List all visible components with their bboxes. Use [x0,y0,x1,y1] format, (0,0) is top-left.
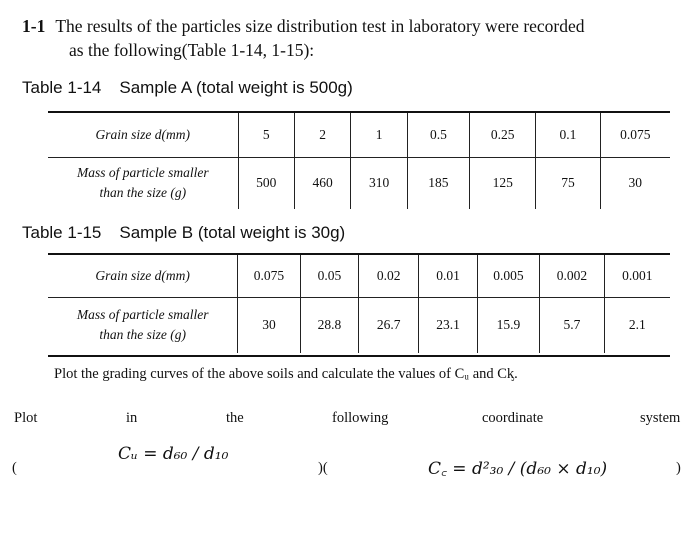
table-b-size-row [48,255,670,297]
table-a-size-row [48,113,670,157]
cu-formula: Cᵤ = d₆₀ / d₁₀ [118,444,229,464]
table-b [48,255,670,353]
table-b-mass-label [48,297,238,353]
table-a-tag: Table 1-14 [22,78,102,97]
paren-close: ) [676,460,681,476]
table-b-size-cell: 0.05 [300,255,358,297]
cc-formula: C꜀ = d²₃₀ / (d₆₀ × d₁₀) [428,459,608,479]
table-b-mass-cell: 26.7 [359,297,419,353]
table-b-mass-label-2: than the size (g) [99,327,186,343]
table-a-mass-cell: 75 [536,157,600,209]
problem-line-2: as the following(Table 1-14, 1-15): [69,40,315,60]
table-a-size-cell: 0.1 [536,113,600,157]
table-a-mass-row [48,157,670,209]
table-b-caption [22,223,345,243]
table-b-mass-cell: 28.8 [300,297,358,353]
word-coordinate: coordinate [482,410,544,426]
paren-open: ( [12,460,17,476]
table-b-title: Sample B (total weight is 30g) [119,223,346,242]
table-b-mass-cell: 5.7 [540,297,604,353]
table-b-tag: Table 1-15 [22,223,102,242]
table-a-mass-label [48,157,238,209]
table-b-mass-cell: 30 [238,297,300,353]
table-a-size-cell: 0.25 [470,113,536,157]
table-b-size-label: Grain size d(mm) [48,255,238,297]
table-a-mass-label-1: Mass of particle smaller [76,165,209,181]
table-a-mass-label-2: than the size (g) [99,185,187,201]
table-b-size-cell: 0.01 [419,255,477,297]
table-b-size-cell: 0.02 [359,255,419,297]
table-b-mass-row [48,297,670,353]
table-a-size-cell: 0.5 [407,113,469,157]
table-a-mass-cell: 185 [407,157,469,209]
table-a-size-label: Grain size d(mm) [48,113,238,157]
table-b-mass-label-1: Mass of particle smaller [76,307,209,323]
table-b-bottom-rule [48,355,670,357]
table-a-title: Sample A (total weight is 500g) [119,78,353,97]
table-b-size-cell: 0.005 [477,255,539,297]
problem-statement [22,14,687,62]
word-system: system [640,410,681,426]
table-a-mass-cell: 30 [600,157,670,209]
table-a-size-cell: 0.075 [600,113,670,157]
word-the: the [226,410,244,426]
problem-line-1: The results of the particles size distribution test in laboratory were recorded [55,16,585,36]
table-a-mass-cell: 310 [351,157,407,209]
table-a-mass-cell: 125 [470,157,536,209]
table-a-mass-cell: 500 [238,157,294,209]
table-a-size-cell: 2 [294,113,350,157]
table-a-caption [22,78,353,98]
table-b-size-cell: 0.002 [540,255,604,297]
table-b-size-cell: 0.001 [604,255,670,297]
table-b-mass-cell: 23.1 [419,297,477,353]
paren-mid: )( [318,460,328,476]
word-plot: Plot [14,410,38,426]
problem-number: 1-1 [22,16,46,36]
word-following: following [332,410,389,426]
table-a [48,113,670,209]
table-b-mass-cell: 15.9 [477,297,539,353]
table-b-mass-cell: 2.1 [604,297,670,353]
word-in: in [126,410,138,426]
table-b-size-cell: 0.075 [238,255,300,297]
table-a-size-cell: 1 [351,113,407,157]
table-a-size-cell: 5 [238,113,294,157]
table-a-mass-cell: 460 [294,157,350,209]
instruction-note: Plot the grading curves of the above soils and calculate the values of Cᵤ and Cᶄ. [54,366,518,382]
